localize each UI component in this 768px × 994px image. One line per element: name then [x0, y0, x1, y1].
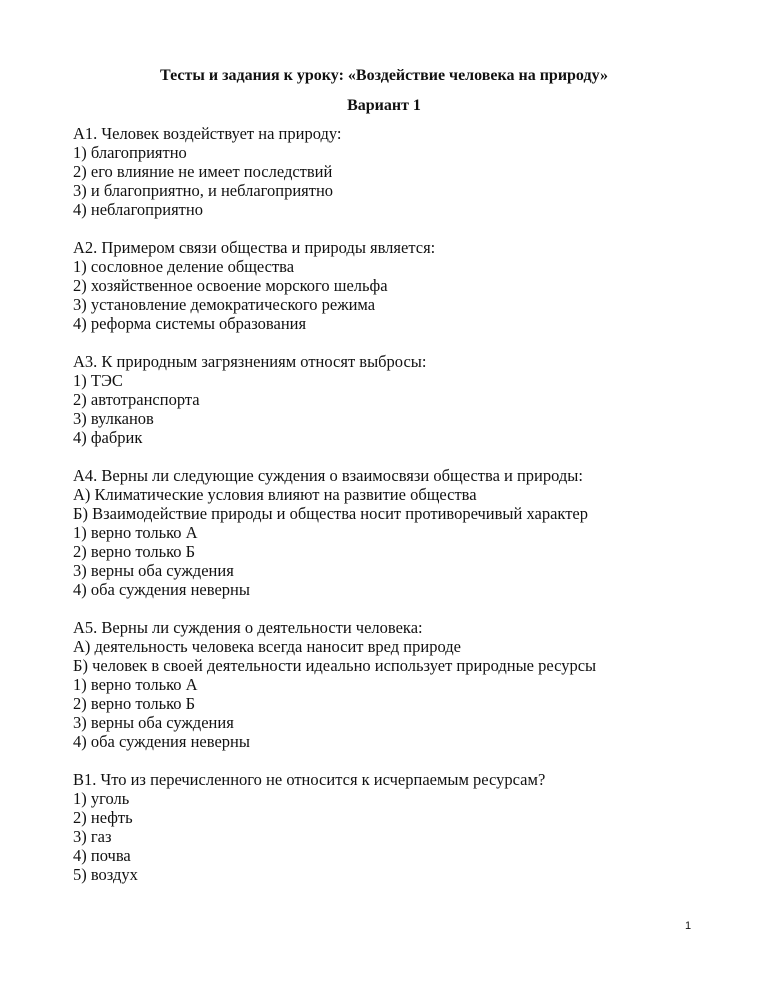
answer-option: 4) оба суждения неверны	[73, 580, 250, 599]
question-text: А2. Примером связи общества и природы является:	[73, 238, 436, 257]
answer-option: 1) благоприятно	[73, 143, 187, 162]
answer-option: 5) воздух	[73, 865, 138, 884]
answer-option: 1) верно только А	[73, 675, 198, 694]
question-text: А4. Верны ли следующие суждения о взаимосвязи общества и природы:	[73, 466, 583, 485]
statement: Б) Взаимодействие природы и общества носит противоречивый характер	[73, 504, 588, 523]
answer-option: 4) неблагоприятно	[73, 200, 203, 219]
answer-option: 2) хозяйственное освоение морского шельфа	[73, 276, 388, 295]
answer-option: 3) верны оба суждения	[73, 561, 234, 580]
question-text: А3. К природным загрязнениям относят выбросы:	[73, 352, 427, 371]
answer-option: 3) вулканов	[73, 409, 154, 428]
question-text: В1. Что из перечисленного не относится к исчерпаемым ресурсам?	[73, 770, 546, 789]
answer-option: 4) реформа системы образования	[73, 314, 307, 333]
answer-option: 3) верны оба суждения	[73, 713, 234, 732]
answer-option: 1) сословное деление общества	[73, 257, 295, 276]
answer-option: 4) фабрик	[73, 428, 143, 447]
statement: А) деятельность человека всегда наносит вред природе	[73, 637, 461, 656]
question-b1	[73, 770, 713, 884]
answer-option: 4) оба суждения неверны	[73, 732, 250, 751]
answer-option: 2) верно только Б	[73, 694, 196, 713]
question-a1	[73, 124, 713, 219]
answer-option: 2) его влияние не имеет последствий	[73, 162, 333, 181]
answer-option: 2) автотранспорта	[73, 390, 200, 409]
answer-option: 2) верно только Б	[73, 542, 196, 561]
questions-list	[73, 124, 713, 903]
variant-heading: Вариант 1	[347, 97, 421, 114]
question-a5	[73, 618, 713, 751]
document-title: Тесты и задания к уроку: «Воздействие человека на природу»	[160, 67, 608, 84]
answer-option: 3) установление демократического режима	[73, 295, 376, 314]
answer-option: 1) верно только А	[73, 523, 198, 542]
page-number: 1	[685, 920, 692, 932]
answer-option: 2) нефть	[73, 808, 133, 827]
answer-option: 1) ТЭС	[73, 371, 123, 390]
question-a4	[73, 466, 713, 599]
question-text: А1. Человек воздействует на природу:	[73, 124, 342, 143]
statement: А) Климатические условия влияют на развитие общества	[73, 485, 477, 504]
statement: Б) человек в своей деятельности идеально использует природные ресурсы	[73, 656, 597, 675]
answer-option: 1) уголь	[73, 789, 130, 808]
answer-option: 3) газ	[73, 827, 112, 846]
answer-option: 3) и благоприятно, и неблагоприятно	[73, 181, 334, 200]
question-text: А5. Верны ли суждения о деятельности человека:	[73, 618, 423, 637]
answer-option: 4) почва	[73, 846, 131, 865]
question-a3	[73, 352, 713, 447]
question-a2	[73, 238, 713, 333]
